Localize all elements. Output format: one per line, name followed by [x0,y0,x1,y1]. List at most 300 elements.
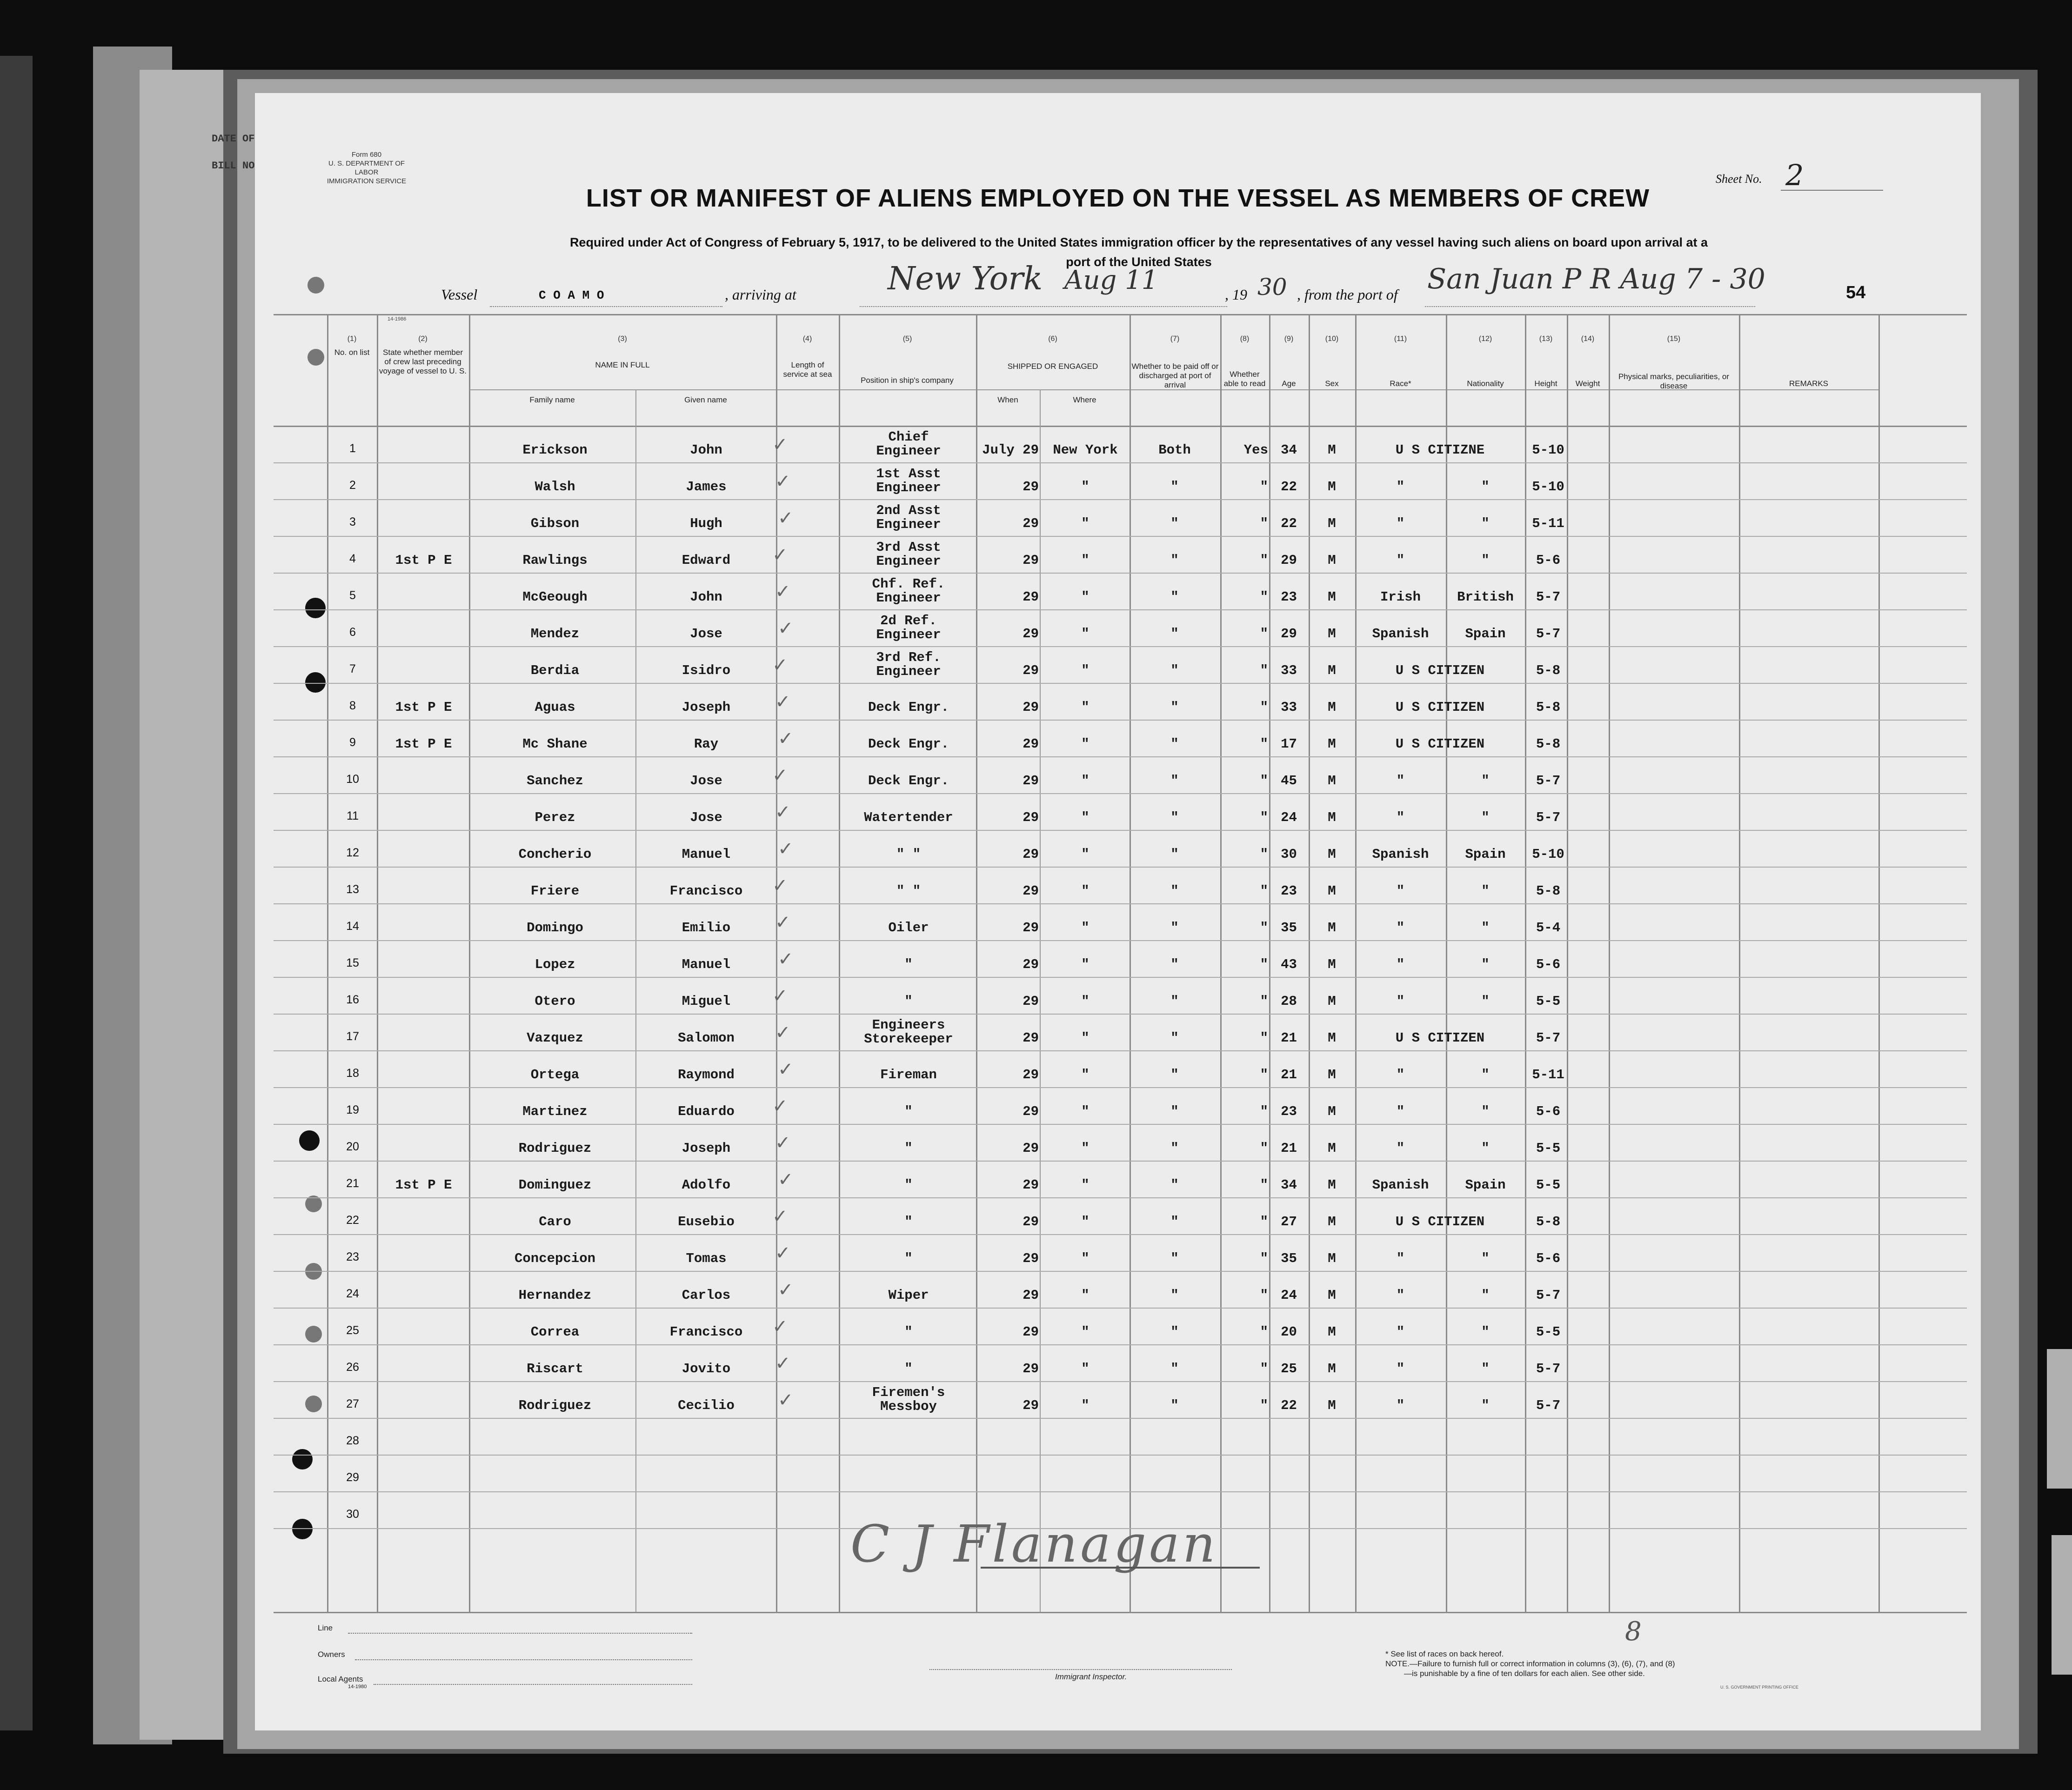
row-where-shipped: " [1081,589,1089,605]
row-when-shipped: 29 [1023,920,1039,935]
row-sex: M [1328,1324,1336,1340]
row-height: 5-5 [1536,1177,1561,1193]
row-sex: M [1328,516,1336,531]
row-sex: M [1328,1104,1336,1119]
row-paid-off: " [1170,663,1179,678]
row-able-to-read: " [1260,626,1268,641]
row-age: 33 [1281,700,1297,715]
row-position-line2: " [904,1214,913,1229]
row-where-shipped: " [1081,810,1089,825]
binder-edge [0,56,33,1730]
row-height: 5-5 [1536,1324,1561,1340]
row-paid-off: " [1170,1177,1179,1193]
row-family-name: McGeough [522,589,588,605]
check-mark-icon: ✓ [778,1389,794,1411]
column-number: (10) [1325,335,1339,343]
row-family-name: Riscart [527,1361,583,1376]
row-nationality: " [1481,1104,1490,1119]
row-nationality: " [1481,810,1490,825]
column-number: (11) [1394,335,1407,343]
header-height: Height [1534,379,1557,388]
form-service: IMMIGRATION SERVICE [327,177,407,185]
row-given-name: Francisco [669,883,743,899]
row-nationality: " [1481,1398,1490,1413]
row-height: 5-10 [1532,479,1564,494]
row-race: U S CITIZEN [1395,736,1485,752]
row-position-line2: Fireman [880,1067,937,1082]
row-nationality: " [1481,479,1490,494]
check-mark-icon: ✓ [775,801,791,823]
row-able-to-read: " [1260,663,1268,678]
row-family-name: Rodriguez [518,1141,592,1156]
row-given-name: Francisco [669,1324,743,1340]
row-height: 5-6 [1536,1251,1561,1266]
row-when-shipped: 29 [1023,736,1039,752]
row-divider [274,1308,1967,1309]
row-race: " [1396,773,1405,788]
row-position-line2: " [904,1177,913,1193]
row-given-name: Cecilio [678,1398,735,1413]
row-family-name: Vazquez [527,1030,583,1046]
vessel-name: C O A M O [539,288,604,302]
row-race: " [1396,1361,1405,1376]
row-height: 5-11 [1532,516,1564,531]
row-list-number: 17 [346,1030,359,1043]
row-height: 5-8 [1536,1214,1561,1229]
header-family-name: Family name [529,395,575,404]
row-nationality: " [1481,1361,1490,1376]
row-able-to-read: " [1260,1398,1268,1413]
row-divider [274,573,1967,574]
column-number: (7) [1170,335,1180,343]
row-where-shipped: " [1081,1177,1089,1193]
row-given-name: Eduardo [678,1104,735,1119]
row-position-line2: Engineer [876,554,941,569]
row-list-number: 30 [346,1508,359,1521]
row-paid-off: " [1170,810,1179,825]
row-nationality: British [1457,589,1514,605]
row-sex: M [1328,736,1336,752]
row-able-to-read: " [1260,883,1268,899]
row-sex: M [1328,957,1336,972]
row-given-name: Hugh [690,516,722,531]
row-list-number: 9 [349,736,356,749]
row-when-shipped: 29 [1023,1177,1039,1193]
row-family-name: Lopez [535,957,575,972]
row-position-line2: Oiler [888,920,929,935]
row-nationality: " [1481,994,1490,1009]
row-age: 28 [1281,994,1297,1009]
row-paid-off: " [1170,1288,1179,1303]
subtitle-line: Required under Act of Congress of February 5, 1917, to be delivered to the United States immigration officer by the representatives of any vessel having such aliens on board upon arrival at a [569,235,1708,249]
printer-imprint: U. S. GOVERNMENT PRINTING OFFICE [1720,1685,1798,1690]
row-paid-off: " [1170,1251,1179,1266]
row-family-name: Mendez [530,626,580,641]
check-mark-icon: ✓ [775,1353,791,1374]
row-sex: M [1328,1251,1336,1266]
row-position-line1: 1st Asst [876,466,941,481]
row-when-shipped: 29 [1023,553,1039,568]
row-list-number: 4 [349,552,356,565]
form-department: U. S. DEPARTMENT OF LABOR [328,160,405,176]
column-number: (1) [347,335,357,343]
row-able-to-read: " [1260,847,1268,862]
row-height: 5-8 [1536,883,1561,899]
row-race: Spanish [1372,626,1429,641]
row-height: 5-6 [1536,957,1561,972]
row-sex: M [1328,994,1336,1009]
punch-hole [299,1130,320,1151]
check-mark-icon: ✓ [772,765,788,786]
row-age: 23 [1281,883,1297,899]
row-family-name: Aguas [535,700,575,715]
row-height: 5-7 [1536,1398,1561,1413]
column-number: (5) [902,335,912,343]
row-list-number: 11 [347,809,359,822]
row-given-name: Isidro [682,663,731,678]
row-divider [274,903,1967,904]
owners-label: Owners [318,1650,345,1659]
row-race: U S CITIZNE [1395,442,1485,458]
row-family-name: Martinez [522,1104,588,1119]
row-paid-off: " [1170,589,1179,605]
arriving-line [860,306,1227,307]
row-where-shipped: " [1081,1398,1089,1413]
row-family-name: Hernandez [518,1288,592,1303]
row-height: 5-6 [1536,1104,1561,1119]
row-sex: M [1328,1361,1336,1376]
row-age: 25 [1281,1361,1297,1376]
punch-hole [305,1396,322,1412]
row-height: 5-8 [1536,736,1561,752]
row-paid-off: " [1170,1141,1179,1156]
check-mark-icon: ✓ [772,875,788,896]
row-able-to-read: " [1260,994,1268,1009]
row-position-line2: Deck Engr. [868,773,949,788]
row-able-to-read: " [1260,553,1268,568]
row-race: " [1396,957,1405,972]
column-line [377,314,378,1612]
row-divider [274,830,1967,831]
inspector-line [929,1669,1232,1670]
sheet-number: 2 [1785,158,1804,192]
row-previous-voyage: 1st P E [395,553,452,568]
punch-hole [292,1449,313,1469]
row-paid-off: " [1170,1398,1179,1413]
row-divider [274,1491,1967,1492]
row-sex: M [1328,1398,1336,1413]
row-divider [274,1087,1967,1088]
check-mark-icon: ✓ [772,655,788,676]
row-list-number: 6 [349,626,356,639]
row-family-name: Sanchez [527,773,583,788]
row-position-line2: Engineer [876,480,941,495]
row-list-number: 2 [349,479,356,492]
row-position-line2: Engineer [876,627,941,642]
row-paid-off: " [1170,1030,1179,1046]
row-list-number: 27 [346,1397,359,1410]
row-nationality: Spain [1465,847,1506,862]
check-mark-icon: ✓ [778,728,794,749]
row-list-number: 28 [346,1434,359,1447]
column-number: (12) [1478,335,1492,343]
row-position-line2: " " [896,847,921,862]
row-position-line2: " [904,1141,913,1156]
row-given-name: Tomas [686,1251,727,1266]
row-divider [274,1455,1967,1456]
row-age: 33 [1281,663,1297,678]
row-where-shipped: New York [1053,442,1118,458]
row-height: 5-7 [1536,589,1561,605]
row-paid-off: " [1170,1214,1179,1229]
header-shipped-engaged: SHIPPED OR ENGAGED [1007,362,1098,371]
row-where-shipped: " [1081,1030,1089,1046]
row-when-shipped: 29 [1023,479,1039,494]
row-family-name: Caro [539,1214,571,1229]
row-given-name: Salomon [678,1030,735,1046]
row-able-to-read: " [1260,1361,1268,1376]
column-line [1878,314,1880,1612]
row-divider [274,609,1967,610]
row-height: 5-10 [1532,847,1564,862]
row-able-to-read: " [1260,589,1268,605]
row-height: 5-7 [1536,626,1561,641]
row-sex: M [1328,442,1336,458]
row-sex: M [1328,847,1336,862]
row-able-to-read: " [1260,1177,1268,1193]
row-race: U S CITIZEN [1395,700,1485,715]
row-position-line1: Engineers [872,1017,945,1033]
scanner-edge-lower [2052,1535,2072,1675]
row-race: " [1396,1398,1405,1413]
row-where-shipped: " [1081,1141,1089,1156]
header-length-of-service: Length of service at sea [783,361,832,379]
check-mark-icon: ✓ [775,1242,791,1264]
row-given-name: Carlos [682,1288,731,1303]
row-when-shipped: July 29 [982,442,1039,458]
check-mark-icon: ✓ [775,1132,791,1154]
row-when-shipped: 29 [1023,810,1039,825]
row-family-name: Friere [530,883,580,899]
header-bottom-border [274,426,1967,427]
row-position-line2: " [904,1104,913,1119]
row-divider [274,1197,1967,1198]
row-where-shipped: " [1081,700,1089,715]
from-port: San Juan P R Aug 7 - 30 [1427,263,1765,295]
row-where-shipped: " [1081,736,1089,752]
inspector-signature: C J Flanagan [850,1514,1218,1574]
row-where-shipped: " [1081,479,1089,494]
page-title: LIST OR MANIFEST OF ALIENS EMPLOYED ON THE VESSEL AS MEMBERS OF CREW [586,184,1650,212]
row-where-shipped: " [1081,1324,1089,1340]
check-mark-icon: ✓ [778,948,794,970]
row-race: Spanish [1372,847,1429,862]
form-number: Form 680 [351,151,382,159]
row-race: U S CITIZEN [1395,1214,1485,1229]
row-when-shipped: 29 [1023,589,1039,605]
check-mark-icon: ✓ [775,912,791,933]
manifest-sheet [255,93,1981,1730]
header-able-to-read: Whether able to read [1223,370,1266,388]
row-family-name: Perez [535,810,575,825]
row-able-to-read: " [1260,1324,1268,1340]
row-race: " [1396,1067,1405,1082]
column-number: (13) [1539,335,1553,343]
header-physical-marks: Physical marks, peculiarities, or disease [1618,372,1730,390]
row-given-name: Jose [690,810,722,825]
row-sex: M [1328,1214,1336,1229]
row-sex: M [1328,883,1336,899]
row-able-to-read: " [1260,1067,1268,1082]
row-given-name: Raymond [678,1067,735,1082]
row-nationality: " [1481,920,1490,935]
row-paid-off: " [1170,1361,1179,1376]
arriving-port: New York [888,260,1043,297]
row-when-shipped: 29 [1023,663,1039,678]
row-divider [274,720,1967,721]
row-age: 43 [1281,957,1297,972]
line-label: Line [318,1623,333,1632]
row-position-line2: Wiper [888,1288,929,1303]
row-able-to-read: " [1260,957,1268,972]
arrival-date: Aug 11 [1064,265,1158,295]
row-divider [274,1161,1967,1162]
row-list-number: 26 [346,1361,359,1374]
row-family-name: Ortega [530,1067,580,1082]
row-when-shipped: 29 [1023,1361,1039,1376]
row-position-line2: " [904,1324,913,1340]
row-given-name: Miguel [682,994,731,1009]
column-line [976,314,977,1612]
column-number: (6) [1048,335,1057,343]
header-paid-off: Whether to be paid off or discharged at port of arrival [1131,362,1219,389]
row-able-to-read: " [1260,700,1268,715]
row-position-line2: Engineer [876,517,941,532]
column-number: (15) [1667,335,1681,343]
row-able-to-read: " [1260,1104,1268,1119]
page-number: 54 [1846,283,1866,302]
row-paid-off: " [1170,883,1179,899]
row-position-line2: Messboy [880,1399,937,1414]
row-list-number: 23 [346,1250,359,1263]
row-position-line2: " " [896,883,921,899]
row-height: 5-6 [1536,553,1561,568]
signature-stroke [981,1567,1260,1569]
column-number: (14) [1581,335,1595,343]
row-position-line2: Engineer [876,590,941,606]
row-list-number: 3 [349,515,356,528]
row-when-shipped: 29 [1023,1141,1039,1156]
row-able-to-read: " [1260,1141,1268,1156]
row-position-line2: " [904,1361,913,1376]
column-number: (8) [1240,335,1250,343]
row-family-name: Erickson [522,442,588,458]
footnote-note: NOTE.—Failure to furnish full or correct information in columns (3), (6), (7), and (8) [1385,1659,1675,1668]
punch-hole [307,349,324,366]
column-line [327,314,328,1612]
row-where-shipped: " [1081,883,1089,899]
row-divider [274,977,1967,978]
row-able-to-read: " [1260,736,1268,752]
owners-field [355,1659,692,1660]
row-height: 5-4 [1536,920,1561,935]
row-where-shipped: " [1081,847,1089,862]
row-given-name: Jose [690,626,722,641]
row-nationality: " [1481,957,1490,972]
row-paid-off: " [1170,736,1179,752]
table-top-border [274,314,1967,315]
row-when-shipped: 29 [1023,700,1039,715]
row-where-shipped: " [1081,920,1089,935]
row-position-line2: Deck Engr. [868,736,949,752]
row-race: " [1396,1104,1405,1119]
row-position-line1: Chief [888,429,929,445]
footnote [1385,1649,1944,1678]
row-race: " [1396,479,1405,494]
row-given-name: Jose [690,773,722,788]
row-sex: M [1328,1030,1336,1046]
punch-hole [307,277,324,294]
row-divider [274,940,1967,941]
row-divider [274,683,1967,684]
row-given-name: Manuel [682,847,731,862]
row-race: U S CITIZEN [1395,1030,1485,1046]
header-race: Race* [1390,379,1411,388]
row-paid-off: " [1170,1067,1179,1082]
punch-hole [305,672,326,693]
row-position-line2: Watertender [864,810,953,825]
row-height: 5-7 [1536,1361,1561,1376]
footnote-races: * See list of races on back hereof. [1385,1650,1504,1658]
row-age: 35 [1281,1251,1297,1266]
row-race: " [1396,1141,1405,1156]
row-age: 22 [1281,1398,1297,1413]
row-age: 35 [1281,920,1297,935]
row-nationality: " [1481,1324,1490,1340]
row-sex: M [1328,700,1336,715]
row-position-line2: Storekeeper [864,1031,953,1047]
row-divider [274,1418,1967,1419]
row-where-shipped: " [1081,553,1089,568]
row-when-shipped: 29 [1023,1251,1039,1266]
table-bottom-border [274,1612,1967,1613]
row-previous-voyage: 1st P E [395,1177,452,1193]
row-divider [274,1234,1967,1235]
row-where-shipped: " [1081,1067,1089,1082]
row-race: " [1396,810,1405,825]
row-position-line2: Engineer [876,443,941,459]
row-given-name: Jovito [682,1361,731,1376]
row-age: 23 [1281,589,1297,605]
row-height: 5-7 [1536,1030,1561,1046]
row-height: 5-8 [1536,663,1561,678]
row-paid-off: " [1170,847,1179,862]
row-age: 24 [1281,1288,1297,1303]
row-family-name: Rawlings [522,553,588,568]
sheet-label: Sheet No. [1716,172,1762,186]
row-able-to-read: " [1260,1214,1268,1229]
row-divider [274,646,1967,647]
row-age: 22 [1281,516,1297,531]
row-family-name: Dominguez [518,1177,592,1193]
arriving-label: , arriving at [725,286,796,303]
check-mark-icon: ✓ [772,544,788,566]
punch-hole [305,1326,322,1342]
row-age: 21 [1281,1067,1297,1082]
row-when-shipped: 29 [1023,1324,1039,1340]
row-when-shipped: 29 [1023,1214,1039,1229]
row-divider [274,1381,1967,1382]
